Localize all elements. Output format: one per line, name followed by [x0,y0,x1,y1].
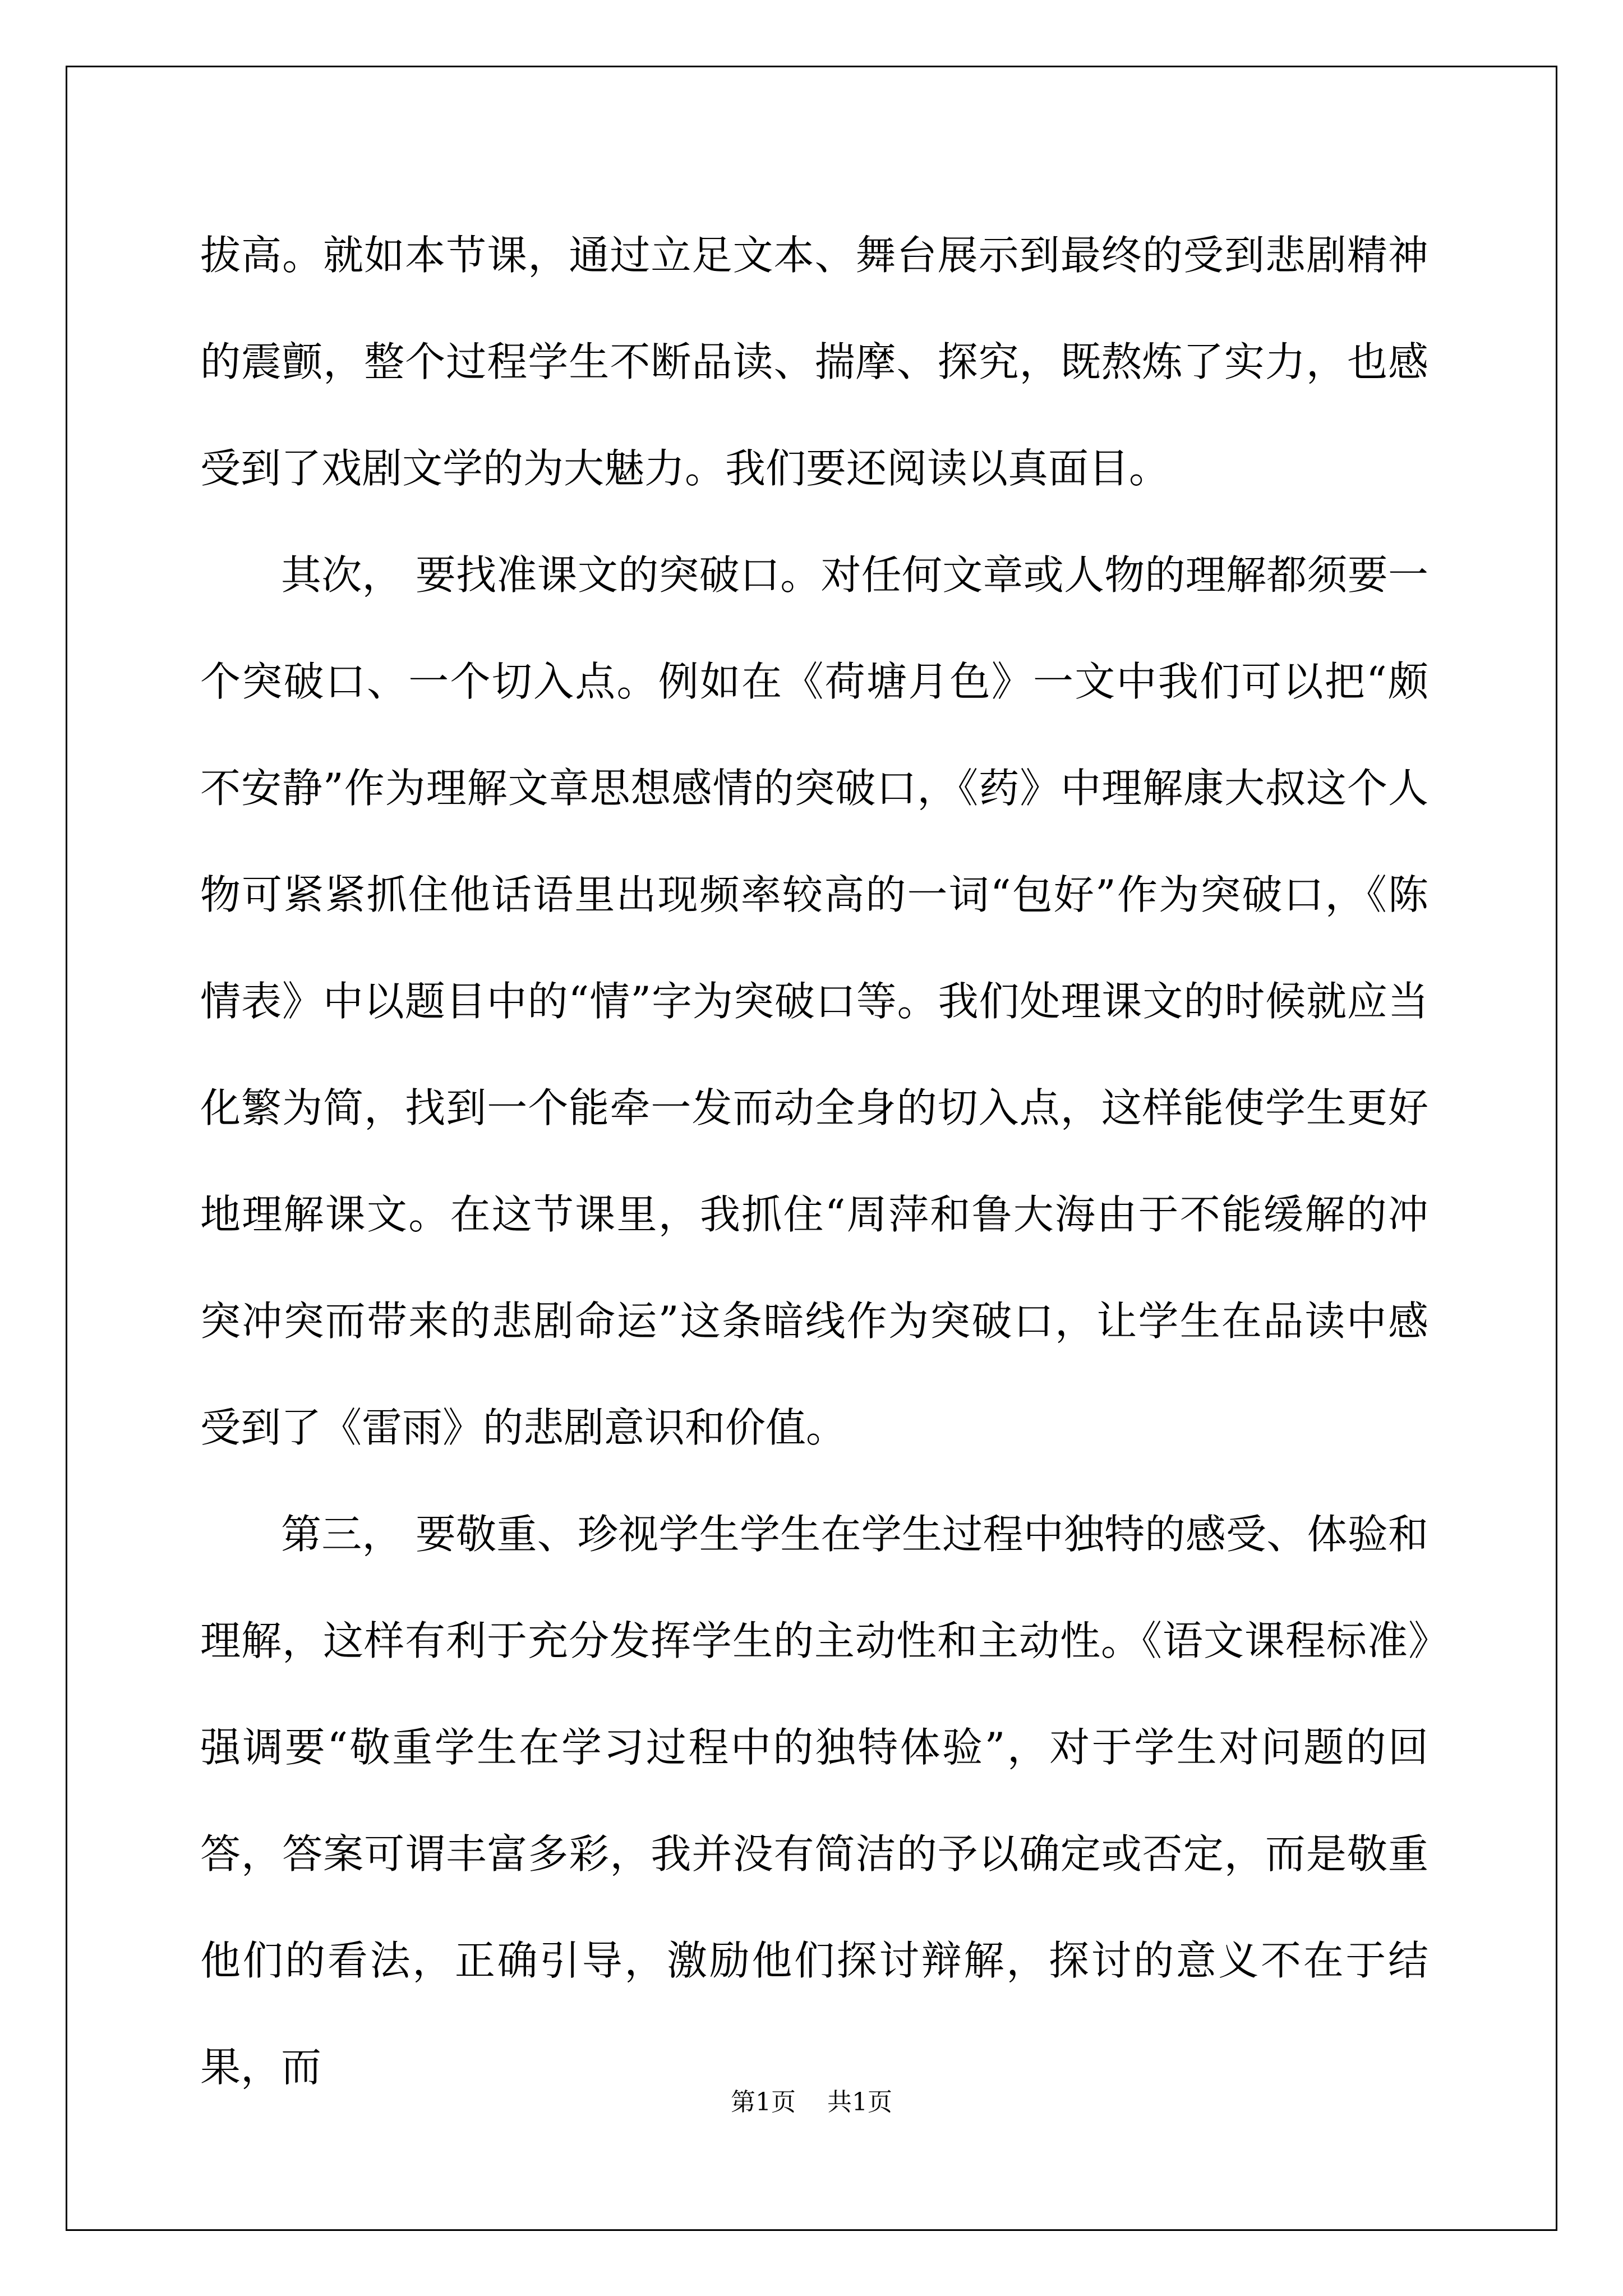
paragraph-2: 其次， 要找准课文的突破口。对任何文章或人物的理解都须要一个突破口、一个切入点。例如在《荷塘月色》一文中我们可以把“颇不安静”作为理解文章思想感情的突破口，《药》中理解康大叔这个人物可紧紧抓住他话语里出现频率较高的一词“包好”作为突破口，《陈情表》中以题目中的“情”字为突破口等。我们处理课文的时候就应当化繁为简，找到一个能牵一发而动全身的切入点，这样能使学生更好地理解课文。在这节课里，我抓住“周萍和鲁大海由于不能缓解的冲突冲突而带来的悲剧命运”这条暗线作为突破口，让学生在品读中感受到了《雷雨》的悲剧意识和价值。 [200,551,1428,1451]
paragraph-3: 第三， 要敬重、珍视学生学生在学生过程中独特的感受、体验和理解，这样有利于充分发挥学生的主动性和主动性。《语文课程标准》强调要“敬重学生在学习过程中的独特体验”，对于学生对问题的回答，答案可谓丰富多彩，我并没有简洁的予以确定或否定，而是敬重他们的看法，正确引导，激励他们探讨辩解，探讨的意义不在于结果，而 [200,1511,1428,2091]
page-total: 共1页 [827,2088,892,2116]
page-footer [0,2086,1623,2119]
paragraph-1: 拔高。就如本节课，通过立足文本、舞台展示到最终的受到悲剧精神的震颤，整个过程学生不断品读、揣摩、探究，既熬炼了实力，也感受到了戏剧文学的为大魅力。我们要还阅读以真面目。 [200,232,1428,492]
page-number: 第1页 [731,2088,796,2116]
document-body [200,202,1428,2120]
